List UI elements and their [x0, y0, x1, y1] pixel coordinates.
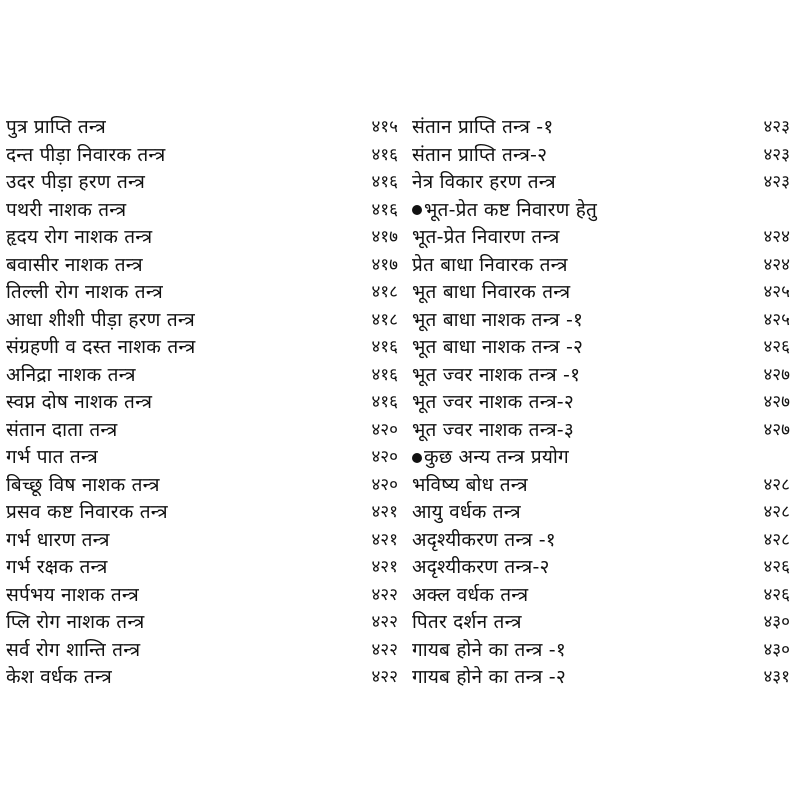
entry-page-number: ४२३	[763, 144, 790, 165]
entry-title-text: अनिद्रा नाशक तन्त्र	[6, 363, 136, 386]
entry-title-text: पथरी नाशक तन्त्र	[6, 198, 127, 221]
contents-entry	[6, 362, 398, 390]
contents-entry	[6, 142, 398, 170]
entry-page-number: ४१६	[371, 364, 398, 385]
entry-title	[412, 389, 574, 417]
entry-page-number: ४२६	[763, 584, 790, 605]
entry-title	[6, 169, 145, 197]
entry-title	[412, 307, 583, 335]
entry-page-number: ४२०	[371, 419, 398, 440]
entry-title	[412, 417, 574, 445]
entry-page-number: ४२७	[763, 364, 790, 385]
entry-page-number: ४२१	[371, 502, 398, 522]
entry-title	[412, 114, 553, 142]
entry-title-text: तिल्ली रोग नाशक तन्त्र	[6, 281, 163, 303]
contents-entry	[6, 224, 398, 252]
contents-left-column	[6, 114, 398, 692]
entry-page-number: ४२५	[763, 309, 790, 330]
contents-entry	[6, 609, 398, 637]
entry-title-text: केश वर्धक तन्त्र	[6, 666, 112, 688]
entry-page-number: ४२७	[763, 419, 790, 440]
entry-title-text: गर्भ धारण तन्त्र	[6, 528, 110, 551]
entry-title-text: भूत ज्वर नाशक तन्त्र-२	[412, 391, 574, 413]
contents-entry	[6, 252, 398, 280]
entry-page-number: ४२३	[763, 172, 790, 192]
entry-title	[6, 307, 195, 335]
contents-entry	[412, 362, 798, 390]
contents-entry	[412, 527, 798, 555]
contents-entry	[412, 499, 798, 527]
entry-page-number: ४१८	[371, 309, 398, 330]
entry-title-text: दन्त पीड़ा निवारक तन्त्र	[6, 143, 166, 166]
entry-title-text: भूत-प्रेत कष्ट निवारण हेतु	[424, 198, 598, 221]
contents-entry	[412, 582, 798, 610]
entry-page-number: ४२२	[371, 584, 398, 605]
section-bullet-icon	[412, 453, 422, 463]
entry-title-text: स्वप्न दोष नाशक तन्त्र	[6, 391, 153, 413]
contents-entry	[6, 417, 398, 445]
entry-title	[6, 334, 195, 362]
contents-entry	[412, 197, 798, 225]
entry-title-text: प्लि रोग नाशक तन्त्र	[6, 611, 145, 633]
entry-page-number: ४१६	[371, 199, 398, 220]
contents-entry	[412, 252, 798, 280]
entry-title	[412, 637, 566, 665]
contents-entry	[412, 444, 798, 472]
contents-entry	[6, 114, 398, 142]
entry-title-text: भूत-प्रेत निवारण तन्त्र	[412, 226, 560, 248]
contents-entry	[412, 472, 798, 500]
contents-entry	[6, 169, 398, 197]
contents-entry	[412, 389, 798, 417]
entry-page-number: ४२७	[763, 392, 790, 412]
entry-title	[412, 444, 569, 472]
entry-title	[6, 389, 152, 417]
entry-title	[6, 664, 112, 692]
entry-title	[412, 169, 556, 197]
contents-entry	[412, 142, 798, 170]
entry-title	[412, 197, 597, 225]
entry-title	[412, 334, 583, 362]
entry-title	[6, 499, 168, 527]
contents-entry	[412, 334, 798, 362]
entry-title-text: गर्भ रक्षक तन्त्र	[6, 556, 108, 578]
entry-page-number: ४१६	[371, 392, 398, 412]
entry-title	[412, 472, 528, 500]
entry-page-number: ४३१	[763, 667, 790, 687]
entry-title	[6, 554, 108, 582]
entry-title-text: बवासीर नाशक तन्त्र	[6, 253, 143, 276]
entry-title	[412, 499, 521, 527]
contents-entry	[6, 472, 398, 500]
section-bullet-icon	[412, 205, 422, 215]
entry-title-text: प्रेत बाधा निवारक तन्त्र	[412, 253, 568, 276]
entry-title-text: अदृश्यीकरण तन्त्र -१	[412, 528, 556, 551]
entry-title-text: हृदय रोग नाशक तन्त्र	[6, 226, 153, 248]
entry-title-text: संतान दाता तन्त्र	[6, 418, 118, 441]
contents-entry	[6, 444, 398, 472]
entry-title-text: पितर दर्शन तन्त्र	[412, 611, 522, 633]
entry-title-text: गर्भ पात तन्त्र	[6, 446, 98, 468]
entry-title	[412, 582, 528, 610]
entry-page-number: ४२६	[763, 337, 790, 357]
entry-title-text: भूत बाधा नाशक तन्त्र -१	[412, 308, 584, 331]
entry-title-text: अदृश्यीकरण तन्त्र-२	[412, 556, 550, 578]
entry-title	[412, 252, 568, 280]
entry-title-text: संतान प्राप्ति तन्त्र -१	[412, 116, 554, 138]
contents-entry	[412, 307, 798, 335]
contents-entry	[6, 499, 398, 527]
contents-entry	[6, 279, 398, 307]
entry-title	[412, 362, 580, 390]
entry-title-text: सर्पभय नाशक तन्त्र	[6, 583, 139, 606]
entry-page-number: ४२३	[763, 117, 790, 137]
contents-right-column	[412, 114, 798, 692]
entry-page-number: ४१६	[371, 172, 398, 192]
entry-title-text: भूत ज्वर नाशक तन्त्र-३	[412, 418, 574, 441]
entry-title	[6, 472, 160, 500]
entry-title-text: अक्ल वर्धक तन्त्र	[412, 583, 529, 606]
entry-title-text: गायब होने का तन्त्र -२	[412, 666, 566, 688]
entry-page-number: ४२०	[371, 447, 398, 467]
entry-title	[6, 527, 110, 555]
entry-title	[412, 142, 547, 170]
entry-title-text: कुछ अन्य तन्त्र प्रयोग	[424, 446, 569, 468]
entry-title	[6, 279, 163, 307]
entry-title	[412, 224, 560, 252]
entry-title-text: पुत्र प्राप्ति तन्त्र	[6, 116, 106, 138]
entry-page-number: ४३०	[763, 612, 790, 632]
entry-title	[6, 444, 98, 472]
entry-page-number: ४२२	[371, 639, 398, 660]
contents-entry	[6, 664, 398, 692]
entry-title-text: संग्रहणी व दस्त नाशक तन्त्र	[6, 336, 196, 358]
contents-entry	[412, 664, 798, 692]
entry-title-text: भूत ज्वर नाशक तन्त्र -१	[412, 363, 581, 386]
entry-title	[412, 554, 550, 582]
entry-title	[6, 582, 139, 610]
entry-title-text: सर्व रोग शान्ति तन्त्र	[6, 638, 141, 661]
entry-page-number: ४१७	[371, 227, 398, 247]
contents-entry	[6, 582, 398, 610]
entry-page-number: ४१६	[371, 337, 398, 357]
entry-title	[412, 527, 556, 555]
contents-entry	[412, 417, 798, 445]
contents-entry	[412, 554, 798, 582]
entry-title	[6, 252, 143, 280]
entry-page-number: ४१७	[371, 254, 398, 275]
contents-entry	[6, 334, 398, 362]
entry-page-number: ४२४	[763, 227, 790, 247]
entry-title	[6, 637, 140, 665]
entry-title	[412, 279, 570, 307]
entry-title	[6, 197, 126, 225]
entry-page-number: ४२८	[763, 529, 790, 550]
entry-title-text: भूत बाधा निवारक तन्त्र	[412, 281, 571, 303]
contents-entry	[6, 554, 398, 582]
entry-page-number: ४२६	[763, 557, 790, 577]
entry-title-text: संतान प्राप्ति तन्त्र-२	[412, 143, 548, 166]
entry-page-number: ४२८	[763, 474, 790, 495]
entry-page-number: ४२२	[371, 667, 398, 687]
entry-title-text: बिच्छू विष नाशक तन्त्र	[6, 473, 160, 496]
entry-page-number: ४२८	[763, 502, 790, 522]
entry-title	[6, 362, 136, 390]
contents-entry	[412, 114, 798, 142]
entry-title-text: आधा शीशी पीड़ा हरण तन्त्र	[6, 308, 195, 331]
entry-page-number: ४१८	[371, 282, 398, 302]
contents-entry	[6, 527, 398, 555]
contents-entry	[6, 637, 398, 665]
entry-title-text: गायब होने का तन्त्र -१	[412, 638, 566, 661]
contents-entry	[412, 637, 798, 665]
contents-entry	[412, 224, 798, 252]
contents-entry	[6, 307, 398, 335]
entry-title	[6, 224, 152, 252]
contents-entry	[412, 279, 798, 307]
entry-page-number: ४१६	[371, 144, 398, 165]
entry-page-number: ४२५	[763, 282, 790, 302]
entry-title	[6, 609, 144, 637]
entry-title-text: भूत बाधा नाशक तन्त्र -२	[412, 336, 584, 358]
entry-title-text: उदर पीड़ा हरण तन्त्र	[6, 171, 146, 193]
entry-page-number: ४२२	[371, 612, 398, 632]
entry-page-number: ४२१	[371, 557, 398, 577]
contents-entry	[6, 389, 398, 417]
contents-entry	[412, 609, 798, 637]
contents-entry	[6, 197, 398, 225]
entry-title	[412, 664, 566, 692]
contents-entry	[412, 169, 798, 197]
entry-page-number: ४२४	[763, 254, 790, 275]
entry-page-number: ४२०	[371, 474, 398, 495]
entry-title-text: नेत्र विकार हरण तन्त्र	[412, 171, 556, 193]
entry-title	[412, 609, 522, 637]
entry-page-number: ४२१	[371, 529, 398, 550]
entry-title-text: प्रसव कष्ट निवारक तन्त्र	[6, 501, 168, 523]
entry-page-number: ४१५	[371, 117, 398, 137]
entry-title-text: आयु वर्धक तन्त्र	[412, 501, 521, 523]
entry-page-number: ४३०	[763, 639, 790, 660]
entry-title-text: भविष्य बोध तन्त्र	[412, 473, 528, 496]
entry-title	[6, 114, 106, 142]
entry-title	[6, 142, 166, 170]
entry-title	[6, 417, 117, 445]
